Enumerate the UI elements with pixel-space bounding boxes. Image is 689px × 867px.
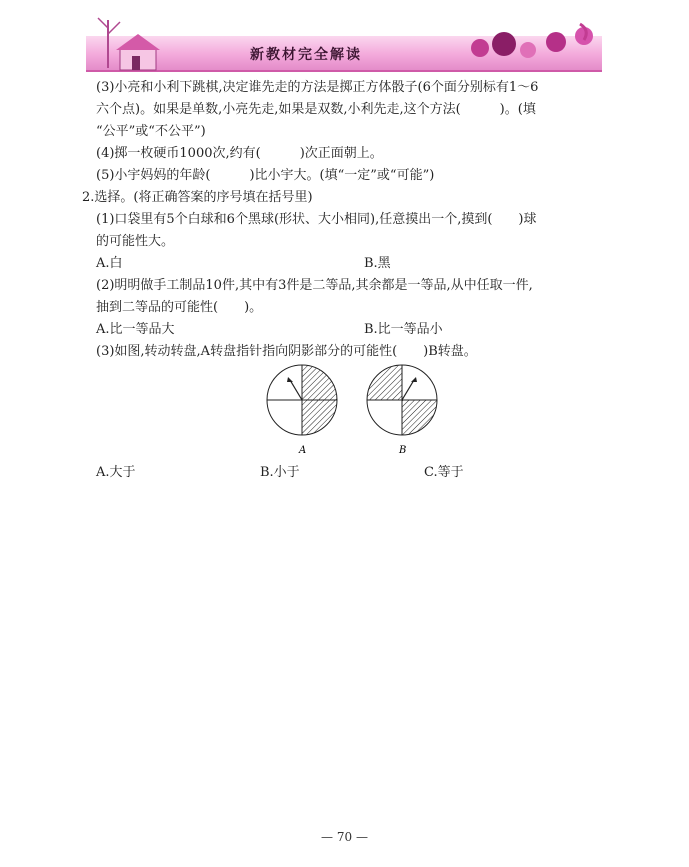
house-tree-decoration-icon (86, 10, 166, 72)
choice-3-option-a: A.大于 (96, 465, 136, 480)
spinner-b-label: B (399, 445, 407, 456)
choice-3-option-b: B.小于 (260, 465, 300, 480)
choice-1-option-b: B.黑 (364, 256, 391, 271)
choice-1-text-line2: 的可能性大。 (96, 234, 175, 249)
spinner-a-pointer (290, 380, 302, 400)
choice-3-option-c: C.等于 (424, 465, 464, 480)
choice-2-text-line1: (2)明明做手工制品10件,其中有3件是二等品,其余都是一等品,从中任取一件, (96, 278, 533, 293)
q3-text-line3: “公平”或“不公平”) (96, 124, 206, 139)
spinner-figure (262, 360, 452, 460)
spinner-a (267, 365, 337, 435)
choice-3-text: (3)如图,转动转盘,A转盘指针指向阴影部分的可能性( )B转盘。 (96, 344, 477, 359)
q5-text: (5)小宇妈妈的年龄( )比小宇大。(填“一定”或“可能”) (96, 168, 435, 183)
choice-2-text-line2: 抽到二等品的可能性( )。 (96, 300, 263, 315)
page-number: — 70 — (321, 830, 368, 844)
flowers-decoration-icon (460, 14, 602, 72)
choice-2-option-b: B.比一等品小 (364, 322, 443, 337)
spinner-b (367, 365, 437, 435)
q4-text: (4)掷一枚硬币1000次,约有( )次正面朝上。 (96, 146, 383, 161)
q3-text-line2: 六个点)。如果是单数,小亮先走,如果是双数,小利先走,这个方法( )。(填 (96, 102, 536, 117)
q3-text-line1: (3)小亮和小利下跳棋,决定谁先走的方法是掷正方体骰子(6个面分别标有1～6 (96, 80, 539, 95)
spinner-b-pointer (402, 380, 414, 400)
header-title: 新教材完全解读 (250, 47, 362, 63)
choice-1-option-a: A.白 (96, 256, 123, 271)
choice-2-option-a: A.比一等品大 (96, 322, 175, 337)
choice-1-text-line1: (1)口袋里有5个白球和6个黑球(形状、大小相同),任意摸出一个,摸到( )球 (96, 212, 537, 227)
section-2-heading: 2.选择。(将正确答案的序号填在括号里) (82, 190, 313, 205)
spinner-a-label: A (299, 445, 307, 456)
